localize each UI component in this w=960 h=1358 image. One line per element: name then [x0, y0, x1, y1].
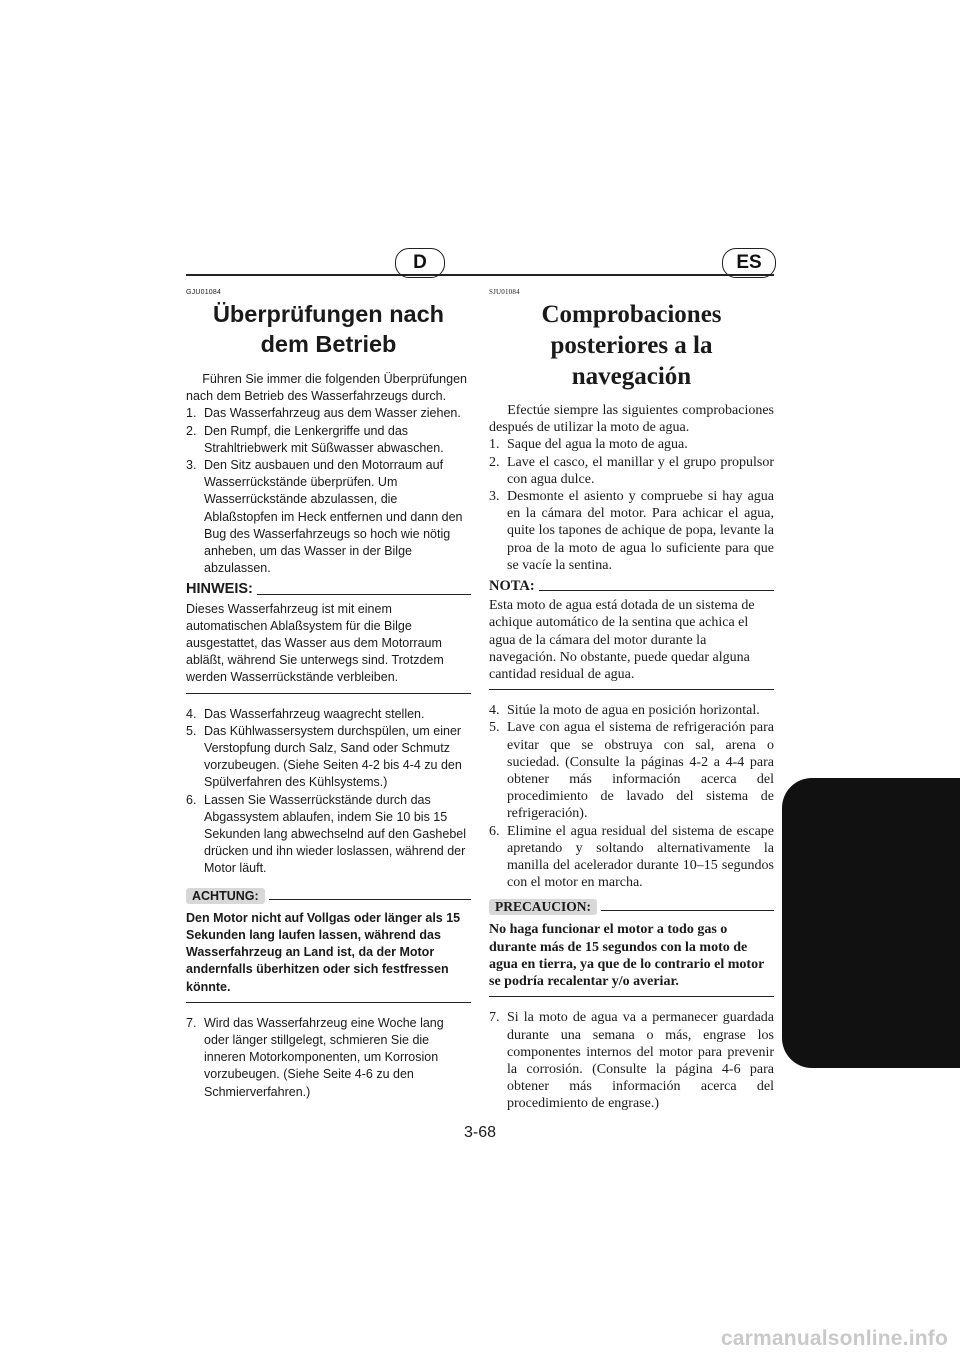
intro-paragraph: Führen Sie immer die folgenden Überprüfungen nach dem Betrieb des Wasserfahrzeugs durch.: [186, 372, 467, 404]
intro-paragraph: Efectúe siempre las siguientes comprobaciones después de utilizar la moto de agua.: [489, 403, 774, 436]
note-header: [186, 581, 471, 598]
warning-rule: [601, 910, 774, 911]
step-number: 4.: [186, 706, 197, 721]
section-code: SJU01084: [489, 288, 520, 296]
step-text: Si la moto de agua va a permanecer guardada durante una semana o más, engrase los componentes internos del motor para prevenir la corrosión. (Consulte la página 4-6 para obtener más información acerca del procedimiento de engrase.): [507, 1010, 774, 1112]
language-badge-spanish: ES: [722, 248, 776, 278]
step-number: 4.: [489, 703, 500, 719]
step-text: Lassen Sie Wasserrückstände durch das Abgassystem ablaufen, indem Sie 10 bis 15 Sekunden lang abwechselnd auf den Gashebel drücken und ihn wieder loslassen, während der Motor läuft.: [204, 792, 467, 876]
list-item: [186, 1015, 471, 1101]
section-title: Comprobaciones posteriores a la navegación: [541, 301, 722, 390]
step-text: Lave el casco, el manillar y el grupo propulsor con agua dulce.: [507, 454, 774, 487]
warning-rule: [269, 899, 471, 900]
step-number: 1.: [186, 406, 197, 421]
note-rule: [257, 594, 471, 595]
list-item: [489, 719, 774, 822]
list-item: [186, 792, 471, 878]
note-label: NOTA:: [489, 578, 535, 595]
step-text: Den Sitz ausbauen und den Motorraum auf Wasserrückstände überprüfen. Um Wasserrückstände abzulassen, die Ablaßstopfen im Heck entfernen und dann den Bug des Wasserfahrzeugs so hoch wie nötig anheben, um das Wasser in der Bilge abzulassen.: [204, 458, 463, 576]
step-text: Saque del agua la moto de agua.: [507, 437, 688, 453]
list-item: [186, 423, 471, 457]
warning-label: PRECAUCION:: [489, 899, 597, 915]
step-text: Den Rumpf, die Lenkergriffe und das Strahltriebwerk mit Süßwasser abwaschen.: [204, 423, 444, 455]
list-item: [186, 457, 471, 577]
list-item: [186, 706, 471, 723]
warning-header: [489, 899, 774, 915]
list-item: [489, 823, 774, 892]
warning-text: No haga funcionar el motor a todo gas o durante más de 15 segundos con la moto de agua en tierra, ya que de lo contrario el motor se podría recalentar y/o averiar.: [489, 921, 774, 997]
language-badge-german: D: [395, 248, 445, 278]
note-rule: [539, 590, 774, 591]
warning-header: [186, 888, 471, 904]
list-item: [186, 405, 471, 422]
page-number: 3-68: [463, 1124, 497, 1141]
step-number: 5.: [489, 720, 500, 736]
step-number: 6.: [186, 792, 197, 807]
list-item: [489, 1009, 774, 1112]
step-number: 2.: [489, 454, 500, 470]
list-item: [489, 454, 774, 488]
site-watermark: carmanualsonline.info: [720, 1327, 948, 1350]
step-text: Elimine el agua residual del sistema de escape apretando y soltando alternativamente la manilla del acelerador durante 10–15 segundos con el motor en marcha.: [507, 823, 774, 891]
steps-list: [186, 706, 471, 878]
list-item: [186, 723, 471, 792]
spanish-column: [489, 288, 774, 1113]
list-item: [489, 488, 774, 574]
chapter-thumb-tab: [782, 778, 960, 1068]
step-text: Wird das Wasserfahrzeug eine Woche lang oder länger stillgelegt, schmieren Sie die inneren Motorkomponenten, um Korrosion vorzubeugen. (Siehe Seite 4-6 zu den Schmierverfahren.): [204, 1015, 444, 1099]
steps-list: [489, 436, 774, 574]
steps-list: [186, 405, 471, 577]
warning-text: Den Motor nicht auf Vollgas oder länger als 15 Sekunden lang laufen lassen, während das Wasserfahrzeug an Land ist, da der Motor andernfalls überhitzen oder sich festfressen könnte.: [186, 910, 471, 1003]
step-number: 5.: [186, 723, 197, 738]
list-item: [489, 436, 774, 453]
step-number: 3.: [186, 458, 197, 473]
section-title: Überprüfungen nach dem Betrieb: [212, 301, 445, 357]
steps-list: [186, 1015, 471, 1101]
warning-label: ACHTUNG:: [186, 888, 265, 904]
german-column: [186, 288, 471, 1101]
step-text: Das Wasserfahrzeug aus dem Wasser ziehen.: [204, 406, 461, 421]
header-rule: [186, 274, 774, 276]
step-text: Das Wasserfahrzeug waagrecht stellen.: [204, 706, 425, 721]
note-label: HINWEIS:: [186, 581, 253, 598]
step-text: Desmonte el asiento y compruebe si hay agua en la cámara del motor. Para achicar el agua, quite los tapones de achique de popa, levante la proa de la moto de agua lo suficiente para que se vacíe la sentina.: [507, 489, 774, 573]
step-text: Sitúe la moto de agua en posición horizontal.: [507, 703, 760, 719]
section-code: GJU01084: [186, 289, 222, 296]
step-number: 6.: [489, 823, 500, 839]
step-text: Das Kühlwassersystem durchspülen, um einer Verstopfung durch Salz, Sand oder Schmutz vorzubeugen. (Siehe Seiten 4-2 bis 4-4 zu den Spülverfahren des Kühlsystems.): [204, 723, 462, 790]
note-header: [489, 578, 774, 595]
steps-list: [489, 1009, 774, 1112]
step-number: 2.: [186, 423, 197, 438]
step-number: 7.: [489, 1010, 500, 1026]
note-text: Dieses Wasserfahrzeug ist mit einem automatischen Ablaßsystem für die Bilge ausgestattet, das Wasser aus dem Motorraum abläßt, während Sie unterwegs sind. Trotzdem werden Wasserrückstände verbleiben.: [186, 601, 471, 694]
step-number: 1.: [489, 437, 500, 453]
steps-list: [489, 702, 774, 891]
step-number: 3.: [489, 489, 500, 505]
note-text: Esta moto de agua está dotada de un sistema de achique automático de la sentina que achica el agua de la cámara del motor durante la navegación. No obstante, puede quedar alguna cantidad residual de agua.: [489, 597, 774, 690]
step-number: 7.: [186, 1015, 197, 1030]
list-item: [489, 702, 774, 719]
step-text: Lave con agua el sistema de refrigeración para evitar que se obstruya con sal, arena o suciedad. (Consulte la páginas 4-2 a 4-4 para obtener más información acerca del procedimiento de lavado del sistema de refrigeración).: [507, 720, 774, 822]
